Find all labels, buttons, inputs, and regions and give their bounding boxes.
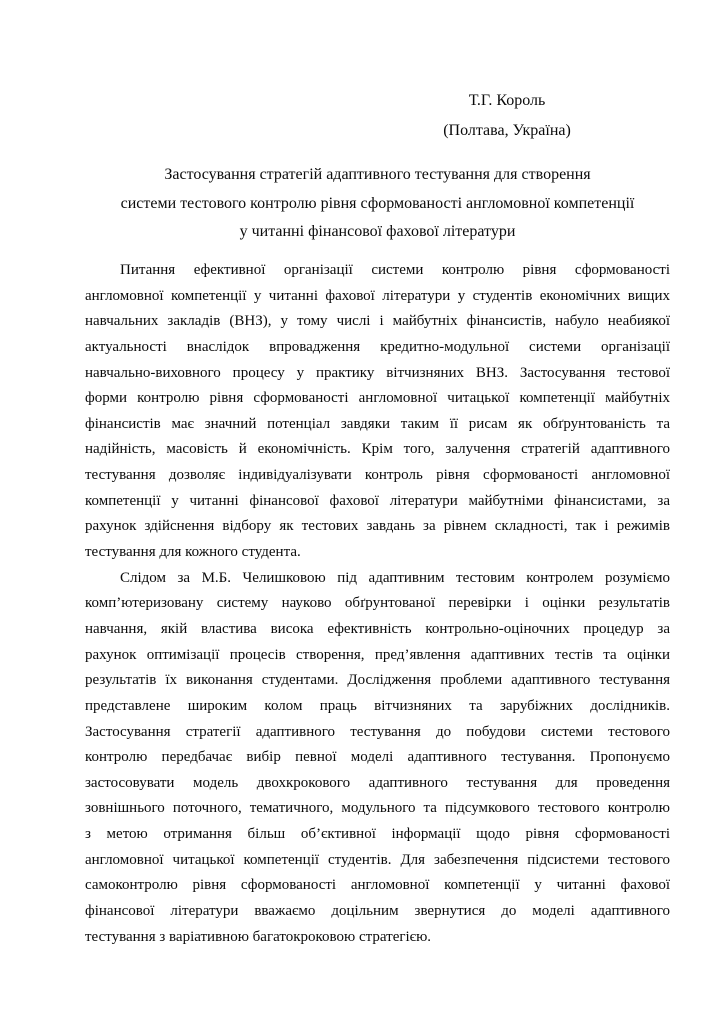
title-line: Застосування стратегій адаптивного тестування для створення [164,166,591,183]
body-line: зовнішнього поточного, тематичного, модульного та підсумкового тестового контролю [85,800,670,817]
body-line: Застосування стратегії адаптивного тестування до побудови системи тестового [85,723,670,740]
body-line: тестування дозволяє індивідуалізувати контроль рівня сформованості англомовної [85,467,670,484]
body-line: застосовувати модель двохкрокового адаптивного тестування для проведення [85,774,670,791]
body-line: навчально-виховного процесу у практику вітчизняних ВНЗ. Застосування тестової [85,364,670,381]
body-line: компетенції у читанні фінансової фахової літератури майбутніми фінансистами, за [85,492,670,509]
body-line: Питання ефективної організації системи контролю рівня сформованості [120,262,670,278]
body-line: самоконтролю рівня сформованості англомовної компетенції у читанні фахової [85,877,670,894]
body-line: форми контролю рівня сформованості англомовної читацької компетенції майбутніх [85,390,670,407]
title-line: системи тестового контролю рівня сформованості англомовної компетенції [120,194,635,212]
author-block [379,86,635,146]
body-line: Слідом за М.Б. Челишковою під адаптивним тестовим контролем розуміємо [120,569,670,586]
body-line: з метою отримання більш об’єктивної інформації щодо рівня сформованості [85,826,670,843]
body-line: рахунок здійснення відбору як тестових завдань за рівнем складності, так і режимів [85,518,670,535]
document-body [85,258,670,950]
paragraph-1 [85,258,670,566]
body-line: контролю передбачає вибір певної моделі адаптивного тестування. Пропонуємо [85,749,670,766]
body-line: навчальних закладів (ВНЗ), у тому числі і майбутніх фінансистів, набуло неабиякої [85,313,670,330]
paper-title [85,161,670,247]
body-line: рахунок оптимізації процесів створення, пред’явлення адаптивних тестів та оцінки [85,646,670,663]
body-line: навчання, якій властива висока ефективність контрольно-оціночних процедур за [85,620,670,637]
body-line: надійність, масовість й економічність. Крім того, залучення стратегій адаптивного [85,441,670,458]
body-line: тестування для кожного студента. [85,544,301,561]
title-line: у читанні фінансової фахової літератури [239,223,516,240]
paragraph-2 [85,566,670,951]
author-name: Т.Г. Король [468,92,546,109]
body-line: тестування з варіативною багатокроковою стратегією. [85,928,432,945]
body-line: фінансової літератури вважаємо доцільним звернутися до моделі адаптивного [85,903,670,920]
body-line: англомовної компетенції у читанні фахової літератури у студентів економічних вищих [85,287,670,304]
body-line: англомовної читацької компетенції студентів. Для забезпечення підсистеми тестового [85,851,670,868]
body-line: актуальності внаслідок впровадження кредитно-модульної системи організації [85,338,670,355]
author-affiliation: (Полтава, Україна) [443,122,571,139]
body-line: результатів їх виконання студентами. Дослідження проблеми адаптивного тестування [85,672,670,689]
body-line: комп’ютеризовану систему науково обґрунтованої перевірки і оцінки результатів [85,595,670,612]
body-line: представлене широким колом праць вітчизняних та зарубіжних дослідників. [85,697,670,714]
body-line: фінансистів має значний потенціал завдяки таким її рисам як обґрунтованість та [85,415,670,432]
